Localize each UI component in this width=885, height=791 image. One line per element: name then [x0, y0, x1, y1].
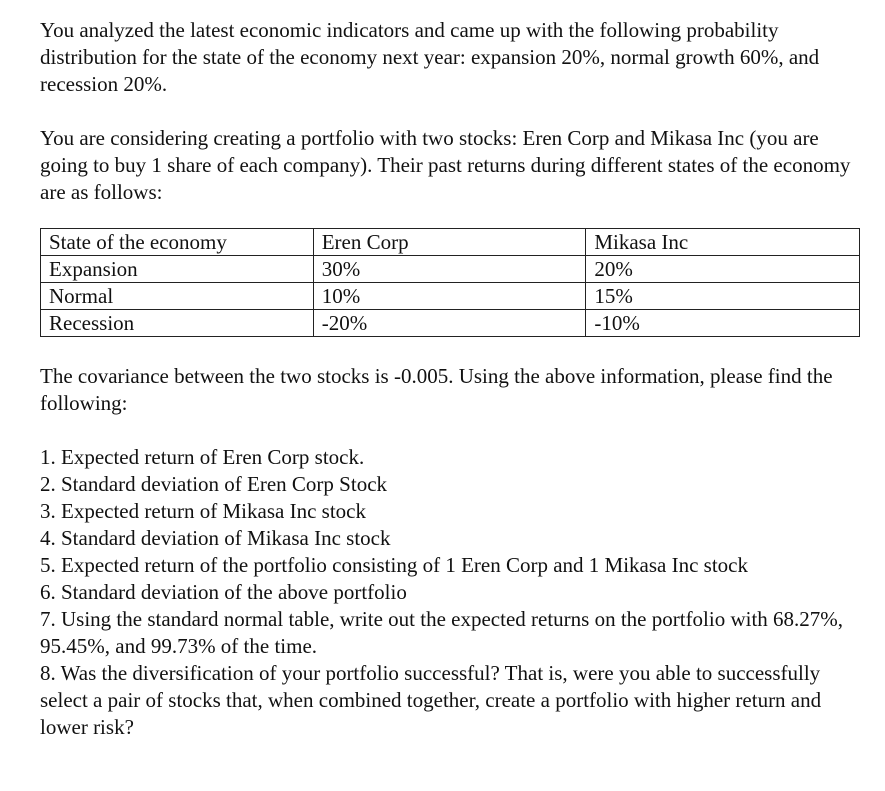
list-item: 4. Standard deviation of Mikasa Inc stock	[40, 526, 391, 550]
cell-state: Expansion	[41, 256, 314, 283]
document-page	[40, 17, 870, 741]
cell-mikasa-return: -10%	[586, 310, 860, 337]
cell-mikasa-return: 15%	[586, 283, 860, 310]
intro-paragraph-portfolio: You are considering creating a portfolio with two stocks: Eren Corp and Mikasa Inc (you are going to buy 1 share of each company). Their past returns during different states of the economy are as follows:	[40, 126, 851, 204]
list-item: 3. Expected return of Mikasa Inc stock	[40, 499, 366, 523]
list-item: 1. Expected return of Eren Corp stock.	[40, 445, 365, 469]
header-state: State of the economy	[41, 229, 314, 256]
list-item: 7. Using the standard normal table, write out the expected returns on the portfolio with 68.27%, 95.45%, and 99.73% of the time.	[40, 607, 844, 658]
table-header-row	[41, 229, 860, 256]
table-row	[41, 256, 860, 283]
table-row	[41, 310, 860, 337]
table-row	[41, 283, 860, 310]
question-list	[40, 444, 870, 741]
cell-eren-return: 30%	[313, 256, 586, 283]
cell-state: Recession	[41, 310, 314, 337]
header-eren-corp: Eren Corp	[313, 229, 586, 256]
header-mikasa-inc: Mikasa Inc	[586, 229, 860, 256]
cell-mikasa-return: 20%	[586, 256, 860, 283]
intro-paragraph-probabilities: You analyzed the latest economic indicators and came up with the following probability distribution for the state of the economy next year: expansion 20%, normal growth 60%, and recession 20%.	[40, 18, 820, 96]
cell-state: Normal	[41, 283, 314, 310]
cell-eren-return: 10%	[313, 283, 586, 310]
covariance-paragraph: The covariance between the two stocks is -0.005. Using the above information, please find the following:	[40, 364, 833, 415]
returns-table	[40, 228, 860, 337]
cell-eren-return: -20%	[313, 310, 586, 337]
list-item: 2. Standard deviation of Eren Corp Stock	[40, 472, 388, 496]
list-item: 5. Expected return of the portfolio consisting of 1 Eren Corp and 1 Mikasa Inc stock	[40, 553, 748, 577]
list-item: 6. Standard deviation of the above portfolio	[40, 580, 407, 604]
list-item: 8. Was the diversification of your portfolio successful? That is, were you able to successfully select a pair of stocks that, when combined together, create a portfolio with higher return and lower risk?	[40, 661, 822, 739]
